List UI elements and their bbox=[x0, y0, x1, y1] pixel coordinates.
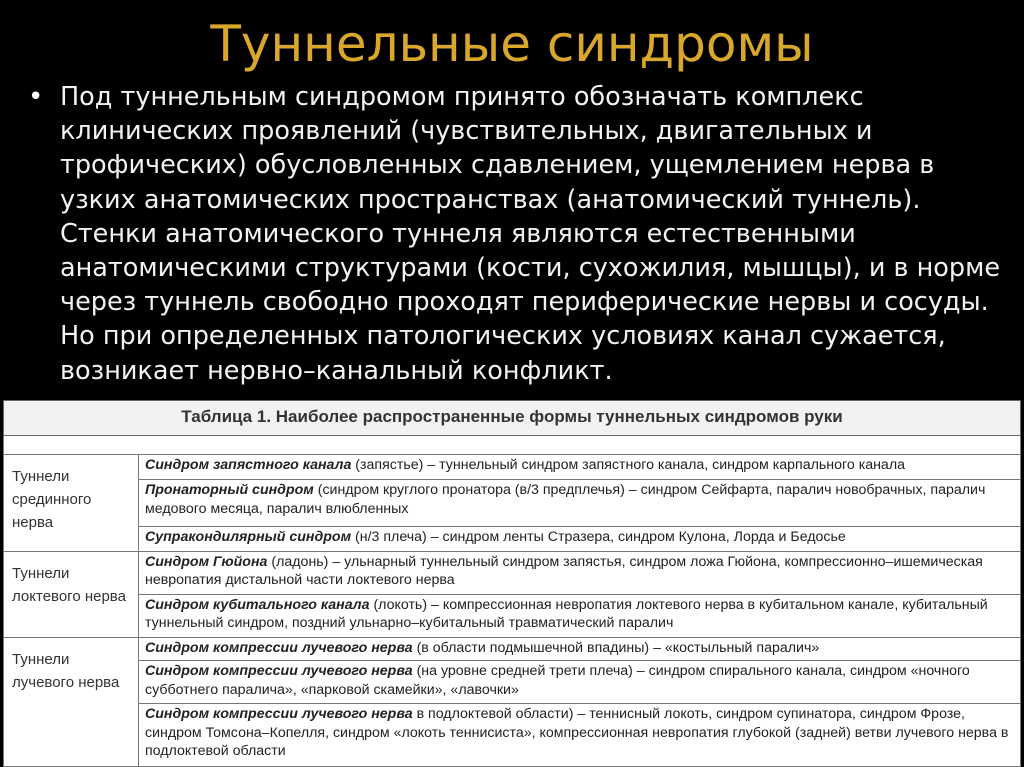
syndrome-description: (синдром круглого пронатора (в/3 предплечья) – синдром Сейфарта, паралич новобрачных, паралич медового месяца, паралич влюбленных bbox=[145, 482, 986, 517]
nerve-group-label: Туннели срединного нерва bbox=[4, 455, 139, 551]
table-row bbox=[4, 480, 1021, 526]
syndrome-name: Супракондилярный синдром bbox=[145, 528, 352, 545]
syndrome-name: Синдром запястного канала bbox=[145, 457, 352, 474]
definition-bullet bbox=[28, 80, 1008, 388]
table-row bbox=[4, 455, 1021, 480]
table-row bbox=[4, 704, 1021, 767]
table-row bbox=[4, 526, 1021, 551]
syndrome-name: Синдром Гюйона bbox=[145, 553, 268, 570]
syndromes-table-image bbox=[3, 400, 1021, 767]
syndrome-name: Синдром кубитального канала bbox=[145, 596, 370, 613]
table-row bbox=[4, 551, 1021, 594]
syndrome-name: Синдром компрессии лучевого нерва bbox=[145, 706, 413, 722]
syndrome-cell bbox=[139, 551, 1021, 594]
syndrome-description: (в области подмышечной впадины) – «костыльный паралич» bbox=[412, 639, 820, 656]
syndrome-cell bbox=[139, 704, 1021, 767]
syndrome-description: (на уровне средней трети плеча) – синдром спирального канала, синдром «ночного субботнего паралича», «парковой скамейки», «лавочки» bbox=[145, 662, 970, 698]
table-spacer bbox=[4, 436, 1021, 455]
table-row bbox=[4, 637, 1021, 660]
syndrome-cell bbox=[139, 455, 1021, 480]
slide-title: Туннельные синдромы bbox=[210, 15, 814, 73]
syndrome-description: (запястье) – туннельный синдром запястного канала, синдром карпального канала bbox=[351, 457, 905, 474]
syndrome-cell bbox=[139, 637, 1021, 660]
syndromes-table bbox=[3, 400, 1021, 767]
table-row bbox=[4, 594, 1021, 637]
syndrome-cell bbox=[139, 480, 1021, 526]
syndrome-description: в подлоктевой области) – теннисный локоть, синдром супинатора, синдром Фрозе, синдром Томсона–Копелля, синдром «локоть теннисиста», компрессионная невропатия глубокой (задней) ветви лучевого нерва в подлоктевой области bbox=[145, 706, 1009, 760]
table-caption-row bbox=[4, 401, 1021, 436]
syndrome-cell bbox=[139, 660, 1021, 703]
syndrome-cell bbox=[139, 594, 1021, 637]
syndrome-description: (ладонь) – ульнарный туннельный синдром запястья, синдром ложа Гюйона, компрессионно–ишемическая невропатия дистальной части локтевого нерва bbox=[145, 553, 983, 589]
nerve-group-label: Туннели локтевого нерва bbox=[4, 551, 139, 637]
bullet-marker: • bbox=[28, 82, 44, 112]
syndrome-name: Синдром компрессии лучевого нерва bbox=[145, 662, 413, 679]
syndrome-description: (н/3 плеча) – синдром ленты Стразера, синдром Кулона, Лорда и Бедосье bbox=[351, 528, 846, 545]
nerve-group-label: Туннели лучевого нерва bbox=[4, 637, 139, 766]
table-row bbox=[4, 660, 1021, 703]
table-caption: Таблица 1. Наиболее распространенные формы туннельных синдромов руки bbox=[4, 401, 1021, 436]
table-spacer-row bbox=[4, 436, 1021, 455]
definition-text: Под туннельным синдромом принято обозначать комплекс клинических проявлений (чувствительных, двигательных и трофических) обусловленных сдавлением, ущемлением нерва в узких анатомических пространствах (анатомический туннель). Стенки анатомического туннеля являются естественными анатомическими структурами (кости, сухожилия, мышцы), и в норме через туннель свободно проходят периферические нервы и сосуды. Но при определенных патологических условиях канал сужается, возникает нервно–канальный конфликт. bbox=[60, 82, 1001, 386]
syndrome-description: (локоть) – компрессионная невропатия локтевого нерва в кубитальном канале, кубитальный туннельный синдром, поздний ульнарно–кубитальный травматический паралич bbox=[145, 596, 988, 632]
syndrome-name: Синдром компрессии лучевого нерва bbox=[145, 639, 413, 656]
syndrome-cell bbox=[139, 526, 1021, 551]
syndrome-name: Пронаторный синдром bbox=[145, 482, 314, 499]
